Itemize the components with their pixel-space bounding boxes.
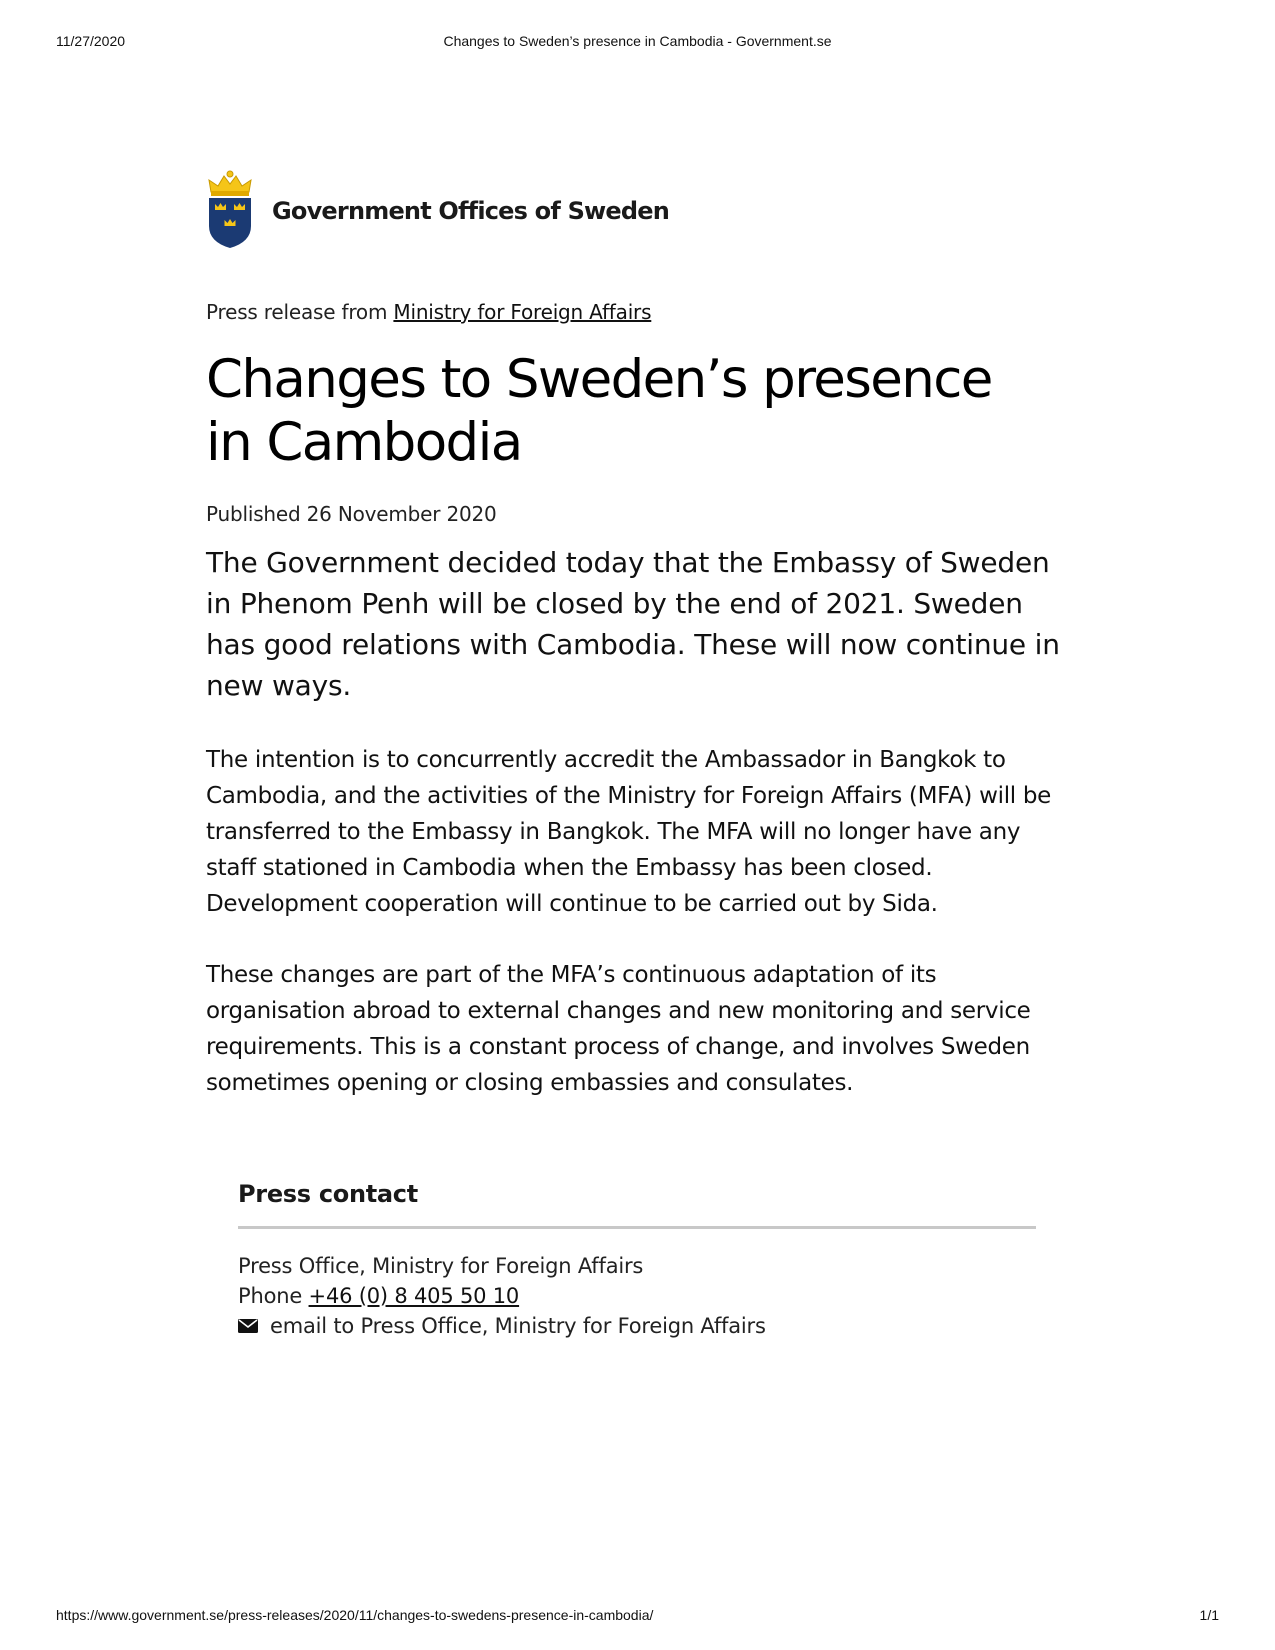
body-paragraph: The intention is to concurrently accredit the Ambassador in Bangkok to Cambodia, and the activities of the Ministry for Foreign Affairs (MFA) will be transferred to the Embassy in Bangkok. The MFA will no longer have any staff stationed in Cambodia when the Embassy has been closed. Development cooperation will continue to be carried out by Sida. <box>206 747 1052 917</box>
article-body <box>206 742 1066 1101</box>
email-text: email to Press Office, Ministry for Foreign Affairs <box>270 1314 766 1338</box>
press-contact-heading: Press contact <box>238 1180 418 1208</box>
body-paragraph: These changes are part of the MFA’s continuous adaptation of its organisation abroad to external changes and new monitoring and service requirements. This is a constant process of change, and involves Sweden sometimes opening or closing embassies and consulates. <box>206 962 1031 1096</box>
divider <box>238 1226 1036 1229</box>
page-title: Changes to Sweden’s presence in Cambodia <box>206 349 992 473</box>
page-number: 1/1 <box>1199 1607 1219 1623</box>
press-release-source <box>206 300 1066 324</box>
lead-paragraph: The Government decided today that the Embassy of Sweden in Phenom Penh will be closed by the end of 2021. Sweden has good relations with Cambodia. These will now continue in new ways. <box>206 546 1060 702</box>
published-date: Published 26 November 2020 <box>206 502 497 526</box>
press-office-name: Press Office, Ministry for Foreign Affairs <box>238 1254 644 1278</box>
print-date: 11/27/2020 <box>56 33 126 49</box>
email-link[interactable] <box>238 1311 1038 1341</box>
source-prefix: Press release from <box>206 300 388 324</box>
phone-link[interactable]: +46 (0) 8 405 50 10 <box>308 1284 520 1308</box>
press-contact <box>238 1180 1038 1341</box>
phone-line <box>238 1281 1038 1311</box>
ministry-link[interactable]: Ministry for Foreign Affairs <box>393 300 652 324</box>
logo-text: Government Offices of Sweden <box>272 197 670 225</box>
article <box>206 300 1066 1136</box>
print-url: https://www.government.se/press-releases/2020/11/changes-to-swedens-presence-in-cambodia/ <box>56 1607 654 1623</box>
print-page-title: Changes to Sweden’s presence in Cambodia - Government.se <box>443 33 832 49</box>
phone-label: Phone <box>238 1284 303 1308</box>
envelope-icon <box>238 1318 258 1334</box>
swedish-coat-of-arms-icon <box>205 170 255 250</box>
